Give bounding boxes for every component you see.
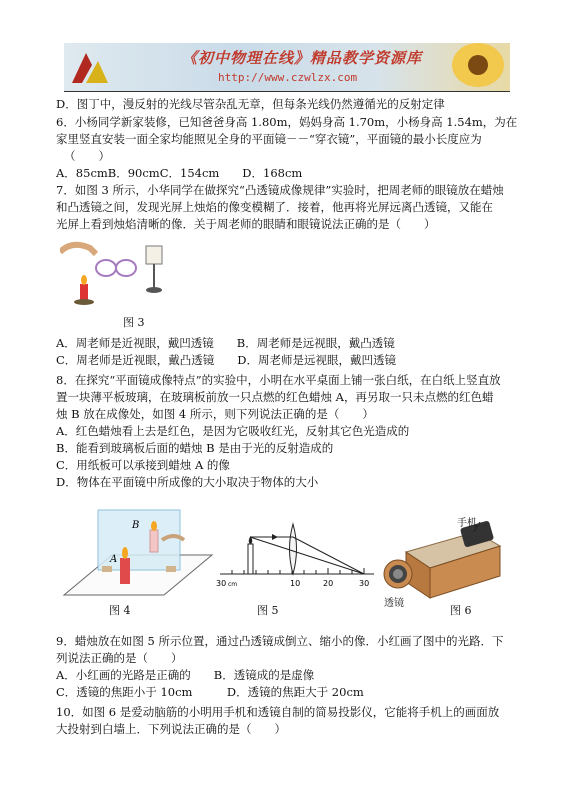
figure-5-tick-10: 10 [290, 579, 301, 588]
q8-option-c: C．用纸板可以承接到蜡烛 A 的像 [56, 458, 230, 472]
q7-options-cd: C．周老师是近视眼，戴凸透镜 D．周老师是远视眼，戴凹透镜 [56, 353, 397, 367]
q9-line-2: 列说法正确的是（ ） [56, 651, 183, 665]
banner-url: http://www.czwlzx.com [218, 71, 358, 84]
q6-line-2: 家里竖直安装一面全家均能照见全身的平面镜－－“穿衣镜”，平面镜的最小长度应为 [56, 132, 482, 146]
figure-5-tick-20: 20 [323, 579, 334, 588]
q9-options-ab: A．小红画的光路是正确的 B．透镜成的是虚像 [56, 668, 315, 682]
q7-line-1: 7．如图 3 所示，小华同学在做探究“凸透镜成像规律”实验时，把周老师的眼镜放在蜡烛 [56, 183, 504, 197]
figure-5-lens-ray-diagram [214, 520, 378, 588]
figure-4-plane-mirror [62, 500, 214, 600]
figure-5-tick-30: 30 [216, 579, 227, 588]
q7-options-ab: A．周老师是近视眼，戴凹透镜 B．周老师是远视眼，戴凸透镜 [56, 336, 395, 350]
figure-4-caption: 图 4 [109, 604, 131, 617]
figure-4-label-b: B [132, 520, 140, 531]
q9-options-cd: C．透镜的焦距小于 10cm D．透镜的焦距大于 20cm [56, 685, 364, 699]
figure-5-caption: 图 5 [257, 604, 279, 617]
header-banner [64, 43, 510, 92]
q6-options: A．85cmB．90cmC．154cm D．168cm [56, 166, 303, 180]
q7-line-2: 和凸透镜之间，发现光屏上烛焰的像变模糊了．接着，他再将光屏远离凸透镜，又能在 [56, 200, 493, 214]
q8-line-3: 烛 B 放在成像处，如图 4 所示，则下列说法正确的是（ ） [56, 407, 374, 421]
figure-3-caption: 图 3 [123, 316, 145, 329]
q8-option-b: B．能看到玻璃板后面的蜡烛 B 是由于光的反射造成的 [56, 441, 334, 455]
figure-6-label-phone: 手机 [457, 518, 477, 529]
banner-title: 《初中物理在线》精品教学资源库 [182, 49, 423, 67]
q8-option-a: A．红色蜡烛看上去是红色，是因为它吸收红光，反射其它色光造成的 [56, 424, 410, 438]
site-logo-icon [68, 47, 112, 87]
figure-3-glasses-experiment [60, 240, 170, 308]
q8-line-1: 8．在探究“平面镜成像特点”的实验中，小明在水平桌面上铺一张白纸，在白纸上竖直放 [56, 373, 501, 387]
q5-option-d: D．图丁中，漫反射的光线尽管杂乱无章，但每条光线仍然遵循光的反射定律 [56, 97, 445, 111]
figure-5-tick-30b: 30 [359, 579, 370, 588]
q6-line-3: （ ） [64, 149, 110, 163]
q6-line-1: 6．小杨同学新家装修，已知爸爸身高 1.80m，妈妈身高 1.70m，小杨身高 1.54m，为在 [56, 115, 518, 129]
q10-line-2: 大投射到白墙上．下列说法正确的是（ ） [56, 722, 286, 736]
q10-line-1: 10．如图 6 是爱动脑筋的小明用手机和透镜自制的简易投影仪，它能将手机上的画面放 [56, 705, 500, 719]
figure-6-label-lens: 透镜 [384, 598, 404, 609]
sunflower-icon [418, 43, 510, 91]
q8-line-2: 置一块薄平板玻璃，在玻璃板前放一只点燃的红色蜡烛 A，再另取一只未点燃的红色蜡 [56, 390, 494, 404]
figure-4-label-a: A [110, 554, 118, 565]
figure-5-tick-unit: cm [228, 581, 238, 588]
q9-line-1: 9．蜡烛放在如图 5 所示位置，通过凸透镜成倒立、缩小的像．小红画了图中的光路．下 [56, 634, 504, 648]
figure-6-caption: 图 6 [450, 604, 472, 617]
q8-option-d: D．物体在平面镜中所成像的大小取决于物体的大小 [56, 475, 319, 489]
q7-line-3: 光屏上看到烛焰清晰的像．关于周老师的眼睛和眼镜说法正确的是（ ） [56, 217, 436, 231]
figure-6-phone-projector [376, 512, 506, 600]
